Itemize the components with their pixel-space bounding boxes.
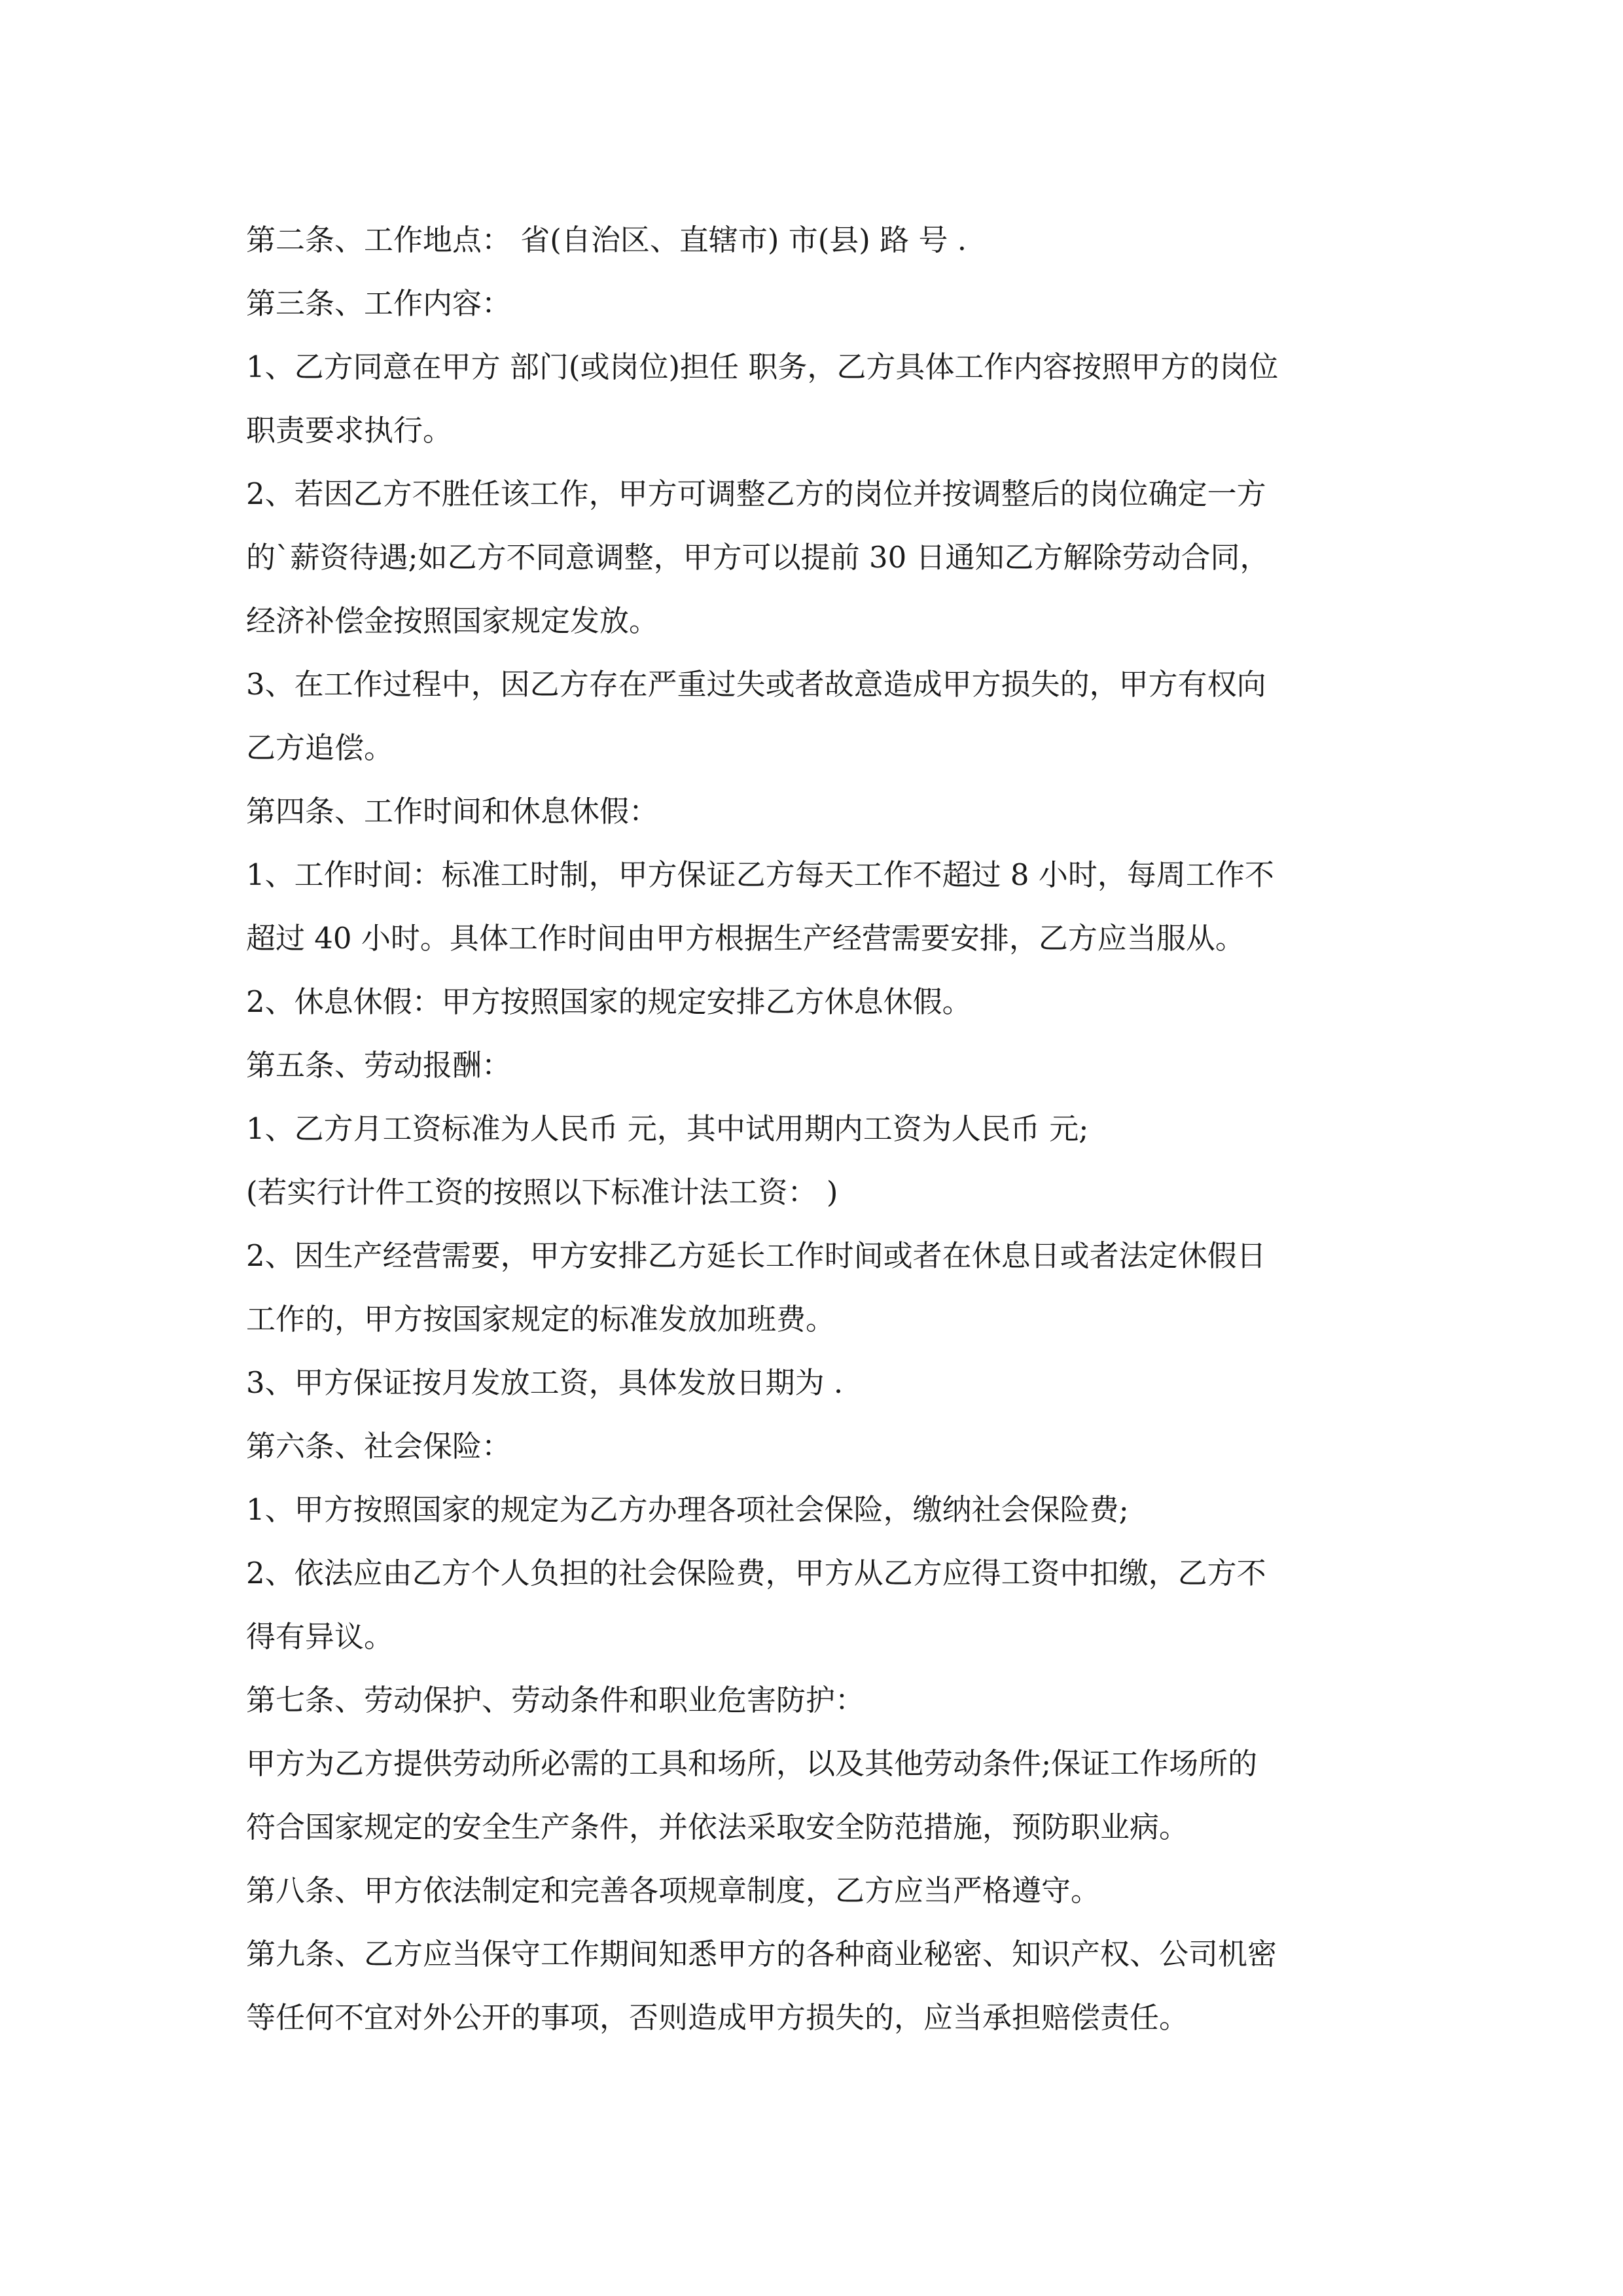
text-line: 1、乙方月工资标准为人民币 元，其中试用期内工资为人民币 元; [246,1111,1089,1146]
text-line: 甲方为乙方提供劳动所必需的工具和场所，以及其他劳动条件;保证工作场所的 [246,1746,1258,1781]
text-line: 等任何不宜对外公开的事项，否则造成甲方损失的，应当承担赔偿责任。 [246,2000,1189,2035]
text-line: 2、依法应由乙方个人负担的社会保险费，甲方从乙方应得工资中扣缴，乙方不 [246,1556,1266,1590]
text-line: 超过 40 小时。具体工作时间由甲方根据生产经营需要安排，乙方应当服从。 [246,921,1245,956]
text-line: 的`薪资待遇;如乙方不同意调整，甲方可以提前 30 日通知乙方解除劳动合同， [246,540,1270,575]
text-line: 1、甲方按照国家的规定为乙方办理各项社会保险，缴纳社会保险费; [246,1492,1129,1527]
text-line: 符合国家规定的安全生产条件，并依法采取安全防范措施，预防职业病。 [246,1810,1189,1844]
text-line: 1、工作时间：标准工时制，甲方保证乙方每天工作不超过 8 小时，每周工作不 [246,857,1274,892]
text-line: 工作的，甲方按国家规定的标准发放加班费。 [246,1302,836,1336]
text-line: 2、若因乙方不胜任该工作，甲方可调整乙方的岗位并按调整后的岗位确定一方 [246,476,1266,511]
text-line: 职责要求执行。 [246,413,453,448]
text-line: 1、乙方同意在甲方 部门(或岗位)担任 职务，乙方具体工作内容按照甲方的岗位 [246,350,1279,384]
document-page [246,208,1385,2049]
text-line: 第四条、工作时间和休息休假： [246,794,659,829]
text-line: 第三条、工作内容： [246,286,512,321]
text-line: (若实行计件工资的按照以下标准计法工资： ) [246,1175,838,1210]
text-line: 第九条、乙方应当保守工作期间知悉甲方的各种商业秘密、知识产权、公司机密 [246,1937,1277,1971]
text-line: 经济补偿金按照国家规定发放。 [246,603,659,638]
text-line: 乙方追偿。 [246,730,394,765]
text-line: 3、甲方保证按月发放工资，具体发放日期为 . [246,1365,844,1400]
text-line: 3、在工作过程中，因乙方存在严重过失或者故意造成甲方损失的，甲方有权向 [246,667,1266,702]
text-line: 得有异议。 [246,1619,394,1654]
text-line: 第五条、劳动报酬： [246,1048,512,1083]
text-line: 第六条、社会保险： [246,1429,512,1463]
text-line: 第七条、劳动保护、劳动条件和职业危害防护： [246,1683,865,1717]
text-line: 2、因生产经营需要，甲方安排乙方延长工作时间或者在休息日或者法定休假日 [246,1238,1266,1273]
text-line: 第二条、工作地点： 省(自治区、直辖市) 市(县) 路 号 . [246,223,967,257]
text-line: 第八条、甲方依法制定和完善各项规章制度，乙方应当严格遵守。 [246,1873,1101,1908]
text-line: 2、休息休假：甲方按照国家的规定安排乙方休息休假。 [246,984,972,1019]
